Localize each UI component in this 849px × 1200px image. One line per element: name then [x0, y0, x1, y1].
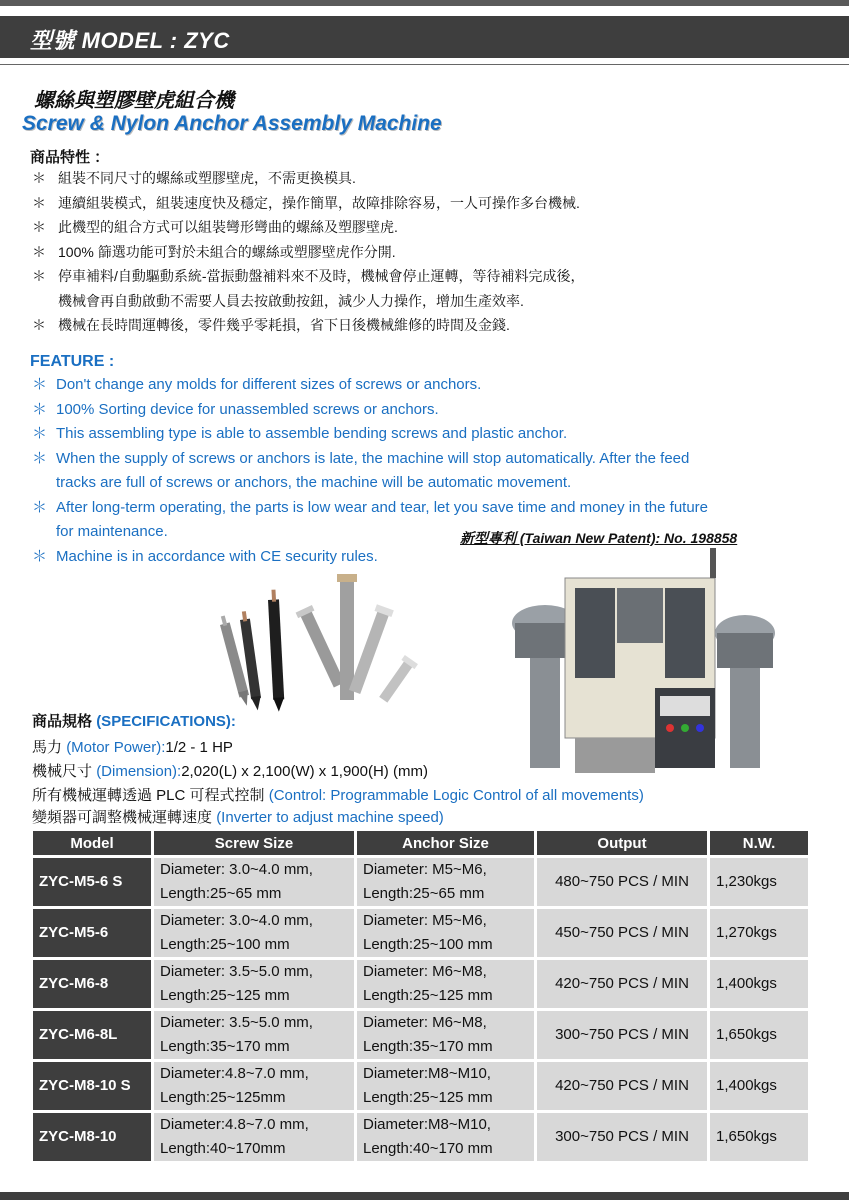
screw-size-cell-text: Length:25~100 mm	[160, 936, 290, 953]
product-title-en: Screw & Nylon Anchor Assembly Machine	[22, 112, 442, 135]
bullet-icon: ＊	[32, 449, 48, 467]
model-cell	[33, 909, 151, 957]
anchor-size-cell-text: Diameter:M8~M10,	[363, 1065, 491, 1082]
feature-text: 停車補料/自動驅動系統-當振動盤補料來不及時，機械會停止運轉，等待補料完成後，	[58, 268, 585, 284]
feature-text: 機械在長時間運轉後，零件幾乎零耗損，省下日後機械維修的時間及金錢.	[58, 317, 510, 333]
anchor-size-cell-text: Diameter: M6~M8,	[363, 1014, 487, 1031]
anchor-size-cell-text: Length:25~125 mm	[363, 987, 493, 1004]
feature-item	[30, 191, 810, 216]
output-cell-text: 300~750 PCS / MIN	[555, 1128, 689, 1145]
nw-cell	[710, 1011, 808, 1059]
model-cell-text: ZYC-M6-8L	[39, 1026, 118, 1043]
anchor-4	[296, 605, 348, 689]
anchor-size-cell-text: Diameter: M5~M6,	[363, 861, 487, 878]
feature-item	[30, 240, 810, 265]
nw-cell	[710, 909, 808, 957]
screw-size-cell-text: Diameter: 3.5~5.0 mm,	[160, 1014, 313, 1031]
anchor-size-cell-text: Length:25~125 mm	[363, 1089, 493, 1106]
anchor-size-cell	[357, 1011, 534, 1059]
feature-text: Machine is in accordance with CE security rules.	[56, 547, 378, 565]
output-cell-text: 450~750 PCS / MIN	[555, 924, 689, 941]
table-row	[33, 1011, 808, 1059]
nw-cell	[710, 1113, 808, 1161]
feature-item	[30, 215, 810, 240]
feature-item	[30, 422, 810, 447]
model-cell	[33, 858, 151, 906]
spec-table	[30, 828, 811, 1164]
nw-cell-text: 1,400kgs	[716, 1077, 777, 1094]
bullet-icon: ＊	[32, 317, 46, 333]
nw-cell-text: 1,400kgs	[716, 975, 777, 992]
screw-size-cell-text: Length:25~125mm	[160, 1089, 286, 1106]
assembly-machine-image	[505, 548, 775, 778]
nw-cell-text: 1,650kgs	[716, 1128, 777, 1145]
anchor-7	[377, 655, 418, 704]
bullet-icon: ＊	[32, 376, 48, 393]
motor-power-label-en: (Motor Power):	[66, 739, 166, 756]
screw-size-cell-text: Diameter:4.8~7.0 mm,	[160, 1065, 309, 1082]
model-cell-text: ZYC-M6-8	[39, 975, 109, 992]
output-cell	[537, 1062, 707, 1110]
anchor-size-cell-text: Length:35~170 mm	[363, 1038, 493, 1055]
screw-size-cell-text: Length:25~125 mm	[160, 987, 290, 1004]
motor-power-line	[32, 736, 233, 757]
bullet-icon: ＊	[32, 170, 46, 186]
features-zh-list	[30, 166, 810, 338]
output-cell-text: 420~750 PCS / MIN	[555, 975, 689, 992]
bottom-bar	[0, 1192, 849, 1200]
feature-item	[30, 398, 810, 423]
output-cell	[537, 960, 707, 1008]
model-cell-text: ZYC-M5-6	[39, 924, 109, 941]
col-output: Output	[537, 831, 707, 855]
anchor-size-cell-text: Diameter: M5~M6,	[363, 912, 487, 929]
table-row	[33, 909, 808, 957]
screw-size-cell-text: Diameter: 3.5~5.0 mm,	[160, 963, 313, 980]
bullet-icon: ＊	[32, 219, 46, 235]
bullet-icon: ＊	[32, 498, 48, 516]
feature-text: 此機型的組合方式可以組裝彎形彎曲的螺絲及塑膠壁虎.	[58, 219, 398, 235]
table-row	[33, 1062, 808, 1110]
nw-cell	[710, 1062, 808, 1110]
inverter-label-zh: 變頻器可調整機械運轉速度	[32, 809, 213, 826]
model-cell-text: ZYC-M5-6 S	[39, 873, 123, 890]
dimension-label-en: (Dimension):	[96, 763, 182, 780]
features-en-heading: FEATURE :	[30, 353, 115, 370]
output-cell-text: 420~750 PCS / MIN	[555, 1077, 689, 1094]
feature-item	[30, 313, 810, 338]
anchor-size-cell	[357, 1113, 534, 1161]
feature-text: 機械會再自動啟動不需要人員去按啟動按鈕，減少人力操作，增加生產效率.	[58, 292, 524, 309]
col-anchor-size: Anchor Size	[357, 831, 534, 855]
feature-text: 100% 篩選功能可對於未組合的螺絲或塑膠壁虎作分開.	[58, 243, 396, 260]
plc-label-en: (Control: Programmable Logic Control of all movements)	[268, 787, 644, 804]
inverter-label-en: (Inverter to adjust machine speed)	[216, 809, 444, 826]
model-cell	[33, 1062, 151, 1110]
nw-cell	[710, 960, 808, 1008]
feature-item	[30, 166, 810, 191]
screw-size-cell	[154, 1113, 354, 1161]
feature-text: 100% Sorting device for unassembled screws or anchors.	[56, 400, 439, 418]
nw-cell-text: 1,650kgs	[716, 1026, 777, 1043]
spec-heading-en: (SPECIFICATIONS):	[96, 713, 236, 730]
feature-text: 組裝不同尺寸的螺絲或塑膠壁虎，不需更換模具.	[58, 170, 356, 186]
bullet-icon: ＊	[32, 243, 46, 260]
anchor-screws-image	[200, 565, 430, 715]
feature-text: tracks are full of screws or anchors, the machine will be automatic movement.	[56, 474, 572, 491]
feature-item	[30, 373, 810, 398]
model-cell	[33, 1113, 151, 1161]
model-cell	[33, 960, 151, 1008]
feature-text: Don't change any molds for different sizes of screws or anchors.	[56, 376, 482, 393]
dimension-value: 2,020(L) x 2,100(W) x 1,900(H) (mm)	[181, 763, 428, 780]
anchor-size-cell	[357, 909, 534, 957]
col-nw: N.W.	[710, 831, 808, 855]
model-title: 型號 MODEL : ZYC	[30, 28, 230, 53]
dimension-label-zh: 機械尺寸	[32, 763, 93, 780]
nw-cell-text: 1,270kgs	[716, 924, 777, 941]
motor-power-label-zh: 馬力	[32, 739, 63, 756]
feature-text: When the supply of screws or anchors is late, the machine will stop automatically. After the feed	[56, 449, 690, 467]
model-cell-text: ZYC-M8-10	[39, 1128, 117, 1145]
screw-size-cell-text: Diameter:4.8~7.0 mm,	[160, 1116, 309, 1133]
screw-size-cell	[154, 1062, 354, 1110]
screw-size-cell	[154, 960, 354, 1008]
output-cell	[537, 1011, 707, 1059]
bullet-icon: ＊	[32, 400, 48, 418]
feature-text: After long-term operating, the parts is low wear and tear, let you save time and money in the future	[56, 498, 709, 516]
feature-text: This assembling type is able to assemble bending screws and plastic anchor.	[56, 425, 568, 442]
specifications-heading	[32, 710, 236, 731]
feature-item	[30, 447, 810, 496]
spec-table-header	[33, 831, 808, 855]
anchor-size-cell-text: Length:25~100 mm	[363, 936, 493, 953]
screw-size-cell-text: Diameter: 3.0~4.0 mm,	[160, 861, 313, 878]
model-header	[0, 16, 849, 58]
anchor-size-cell-text: Diameter: M6~M8,	[363, 963, 487, 980]
plc-label-zh: 所有機械運轉透過 PLC 可程式控制	[32, 787, 265, 804]
feature-item	[30, 264, 810, 313]
screw-size-cell	[154, 858, 354, 906]
screw-size-cell-text: Length:25~65 mm	[160, 885, 282, 902]
model-cell	[33, 1011, 151, 1059]
divider	[0, 64, 849, 65]
anchor-size-cell-text: Length:40~170 mm	[363, 1140, 493, 1157]
nw-cell-text: 1,230kgs	[716, 873, 777, 890]
product-title-zh: 螺絲與塑膠壁虎組合機	[34, 90, 234, 112]
plc-line	[32, 784, 644, 805]
patent-note: 新型專利 (Taiwan New Patent): No. 198858	[460, 530, 738, 546]
nw-cell	[710, 858, 808, 906]
anchor-3	[267, 589, 284, 711]
screw-size-cell-text: Length:40~170mm	[160, 1140, 286, 1157]
anchor-size-cell	[357, 858, 534, 906]
bullet-icon: ＊	[32, 268, 46, 284]
bullet-icon: ＊	[32, 194, 46, 211]
anchor-size-cell	[357, 1062, 534, 1110]
screw-size-cell-text: Length:35~170 mm	[160, 1038, 290, 1055]
features-zh-heading: 商品特性 ：	[30, 149, 110, 166]
model-cell-text: ZYC-M8-10 S	[39, 1077, 131, 1094]
output-cell-text: 480~750 PCS / MIN	[555, 873, 689, 890]
dimension-line	[32, 760, 428, 781]
table-row	[33, 858, 808, 906]
inverter-line	[32, 806, 444, 827]
table-row	[33, 1113, 808, 1161]
anchor-size-cell	[357, 960, 534, 1008]
screw-size-cell	[154, 909, 354, 957]
bullet-icon: ＊	[32, 547, 48, 565]
output-cell-text: 300~750 PCS / MIN	[555, 1026, 689, 1043]
motor-power-value: 1/2 - 1 HP	[165, 739, 233, 756]
top-bar	[0, 0, 849, 6]
anchor-size-cell-text: Diameter:M8~M10,	[363, 1116, 491, 1133]
screw-size-cell	[154, 1011, 354, 1059]
feature-text: for maintenance.	[56, 523, 168, 540]
spec-heading-zh: 商品規格	[32, 713, 93, 730]
bullet-icon: ＊	[32, 425, 48, 442]
screw-size-cell-text: Diameter: 3.0~4.0 mm,	[160, 912, 313, 929]
output-cell	[537, 858, 707, 906]
col-model: Model	[33, 831, 151, 855]
col-screw-size: Screw Size	[154, 831, 354, 855]
output-cell	[537, 1113, 707, 1161]
table-row	[33, 960, 808, 1008]
output-cell	[537, 909, 707, 957]
feature-text: 連續組裝模式，組裝速度快及穩定，操作簡單，故障排除容易，一人可操作多台機械.	[58, 194, 580, 211]
anchor-size-cell-text: Length:25~65 mm	[363, 885, 485, 902]
